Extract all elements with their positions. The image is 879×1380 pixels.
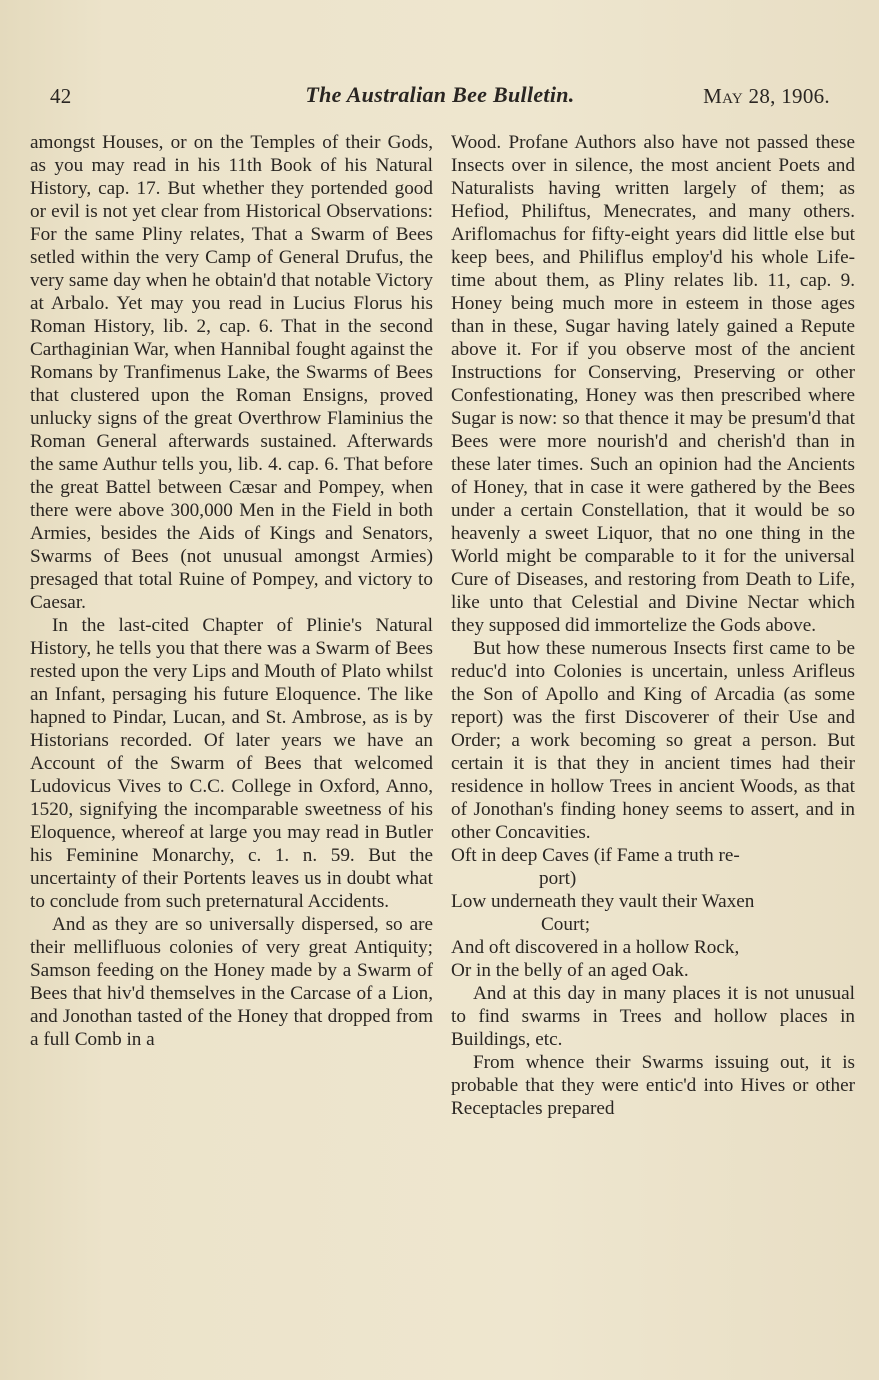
page-header: [50, 84, 830, 114]
verse-quotation: [451, 844, 855, 982]
paragraph: Wood. Profane Authors also have not passed these Insects over in silence, the most ancient Poets and Naturalists having written largely of them; as Hefiod, Philiftus, Menecrates, and many others. Ariflomachus for fifty-eight years did little else but keep bees, and Philiflus employ'd his whole Life-time about them, as Pliny relates lib. 11, cap. 9. Honey being much more in esteem in those ages than in these, Sugar having lately gained a Repute above it. For if you observe most of the ancient Instructions for Conserving, Preserving or other Confestionating, Honey was then prescribed where Sugar is now: so that thence it may be presum'd that Bees were more nourish'd and cherish'd than in these later times. Such an opinion had the Ancients of Honey, that in case it were gathered by the Bees under a certain Constellation, that it would be so heavenly a sweet Liquor, that no one thing in the World might be comparable to it for the universal Cure of Diseases, and restoring from Death to Life, like unto that Celestial and Divine Nectar which they supposed did immortelize the Gods above.: [451, 132, 855, 636]
verse-line: port): [539, 868, 577, 889]
paragraph: And at this day in many places it is not unusual to find swarms in Trees and hollow places in Buildings, etc.: [451, 983, 855, 1050]
issue-date: May 28, 1906.: [703, 84, 830, 108]
journal-title: The Australian Bee Bulletin.: [305, 82, 575, 107]
verse-line: And oft discovered in a hollow Rock,: [451, 937, 740, 958]
verse-line: Or in the belly of an aged Oak.: [451, 960, 689, 981]
paragraph: amongst Houses, or on the Temples of their Gods, as you may read in his 11th Book of his Natural History, cap. 17. But whether they portended good or evil is not yet clear from Historical Observations: For the same Pliny relates, That a Swarm of Bees setled within the very Camp of General Drufus, the very same day when he obtain'd that notable Victory at Arbalo. Yet may you read in Lucius Florus his Roman History, lib. 2, cap. 6. That in the second Carthaginian War, when Hannibal fought against the Romans by Tranfimenus Lake, the Swarms of Bees that clustered upon the Roman Ensigns, proved unlucky signs of the great Overthrow Flaminius the Roman General afterwards sustained. Afterwards the same Authur tells you, lib. 4. cap. 6. That before the great Battel between Cæsar and Pompey, when there were above 300,000 Men in the Field in both Armies, besides the Aids of Kings and Senators, Swarms of Bees (not unusual amongst Armies) presaged that total Ruine of Pompey, and victory to Caesar.: [30, 132, 433, 613]
page-number: 42: [50, 84, 72, 108]
paragraph: In the last-cited Chapter of Plinie's Natural History, he tells you that there was a Swarm of Bees rested upon the very Lips and Mouth of Plato whilst an Infant, persaging his future Eloquence. The like hapned to Pindar, Lucan, and St. Ambrose, as is by Historians recorded. Of later years we have an Account of the Swarm of Bees that welcomed Ludovicus Vives to C.C. College in Oxford, Anno, 1520, signifying the incomparable sweetness of his Eloquence, whereof at large you may read in Butler his Feminine Monarchy, c. 1. n. 59. But the uncertainty of their Portents leaves us in doubt what to conclude from such preternatural Accidents.: [30, 615, 433, 912]
paragraph: From whence their Swarms issuing out, it is probable that they were entic'd into Hives or other Receptacles prepared: [451, 1052, 855, 1119]
paragraph: But how these numerous Insects first came to be reduc'd into Colonies is uncertain, unless Arifleus the Son of Apollo and King of Arcadia (as some report) was the first Discoverer of their Use and Order; a work becoming so great a person. But certain it is that they in ancient times had their residence in hollow Trees in ancient Woods, as that of Jonothan's finding honey seems to assert, and in other Concavities.: [451, 638, 855, 843]
verse-line: Low underneath they vault their Waxen: [451, 891, 755, 912]
verse-line: Oft in deep Caves (if Fame a truth re-: [451, 845, 740, 866]
right-column: [451, 131, 855, 1120]
paragraph: And as they are so universally dispersed, so are their mellifluous colonies of very great Antiquity; Samson feeding on the Honey made by a Swarm of Bees that hiv'd themselves in the Carcase of a Lion, and Jonothan tasted of the Honey that dropped from a full Comb in a: [30, 914, 433, 1050]
verse-line: Court;: [541, 914, 591, 935]
left-column: [30, 131, 433, 1051]
